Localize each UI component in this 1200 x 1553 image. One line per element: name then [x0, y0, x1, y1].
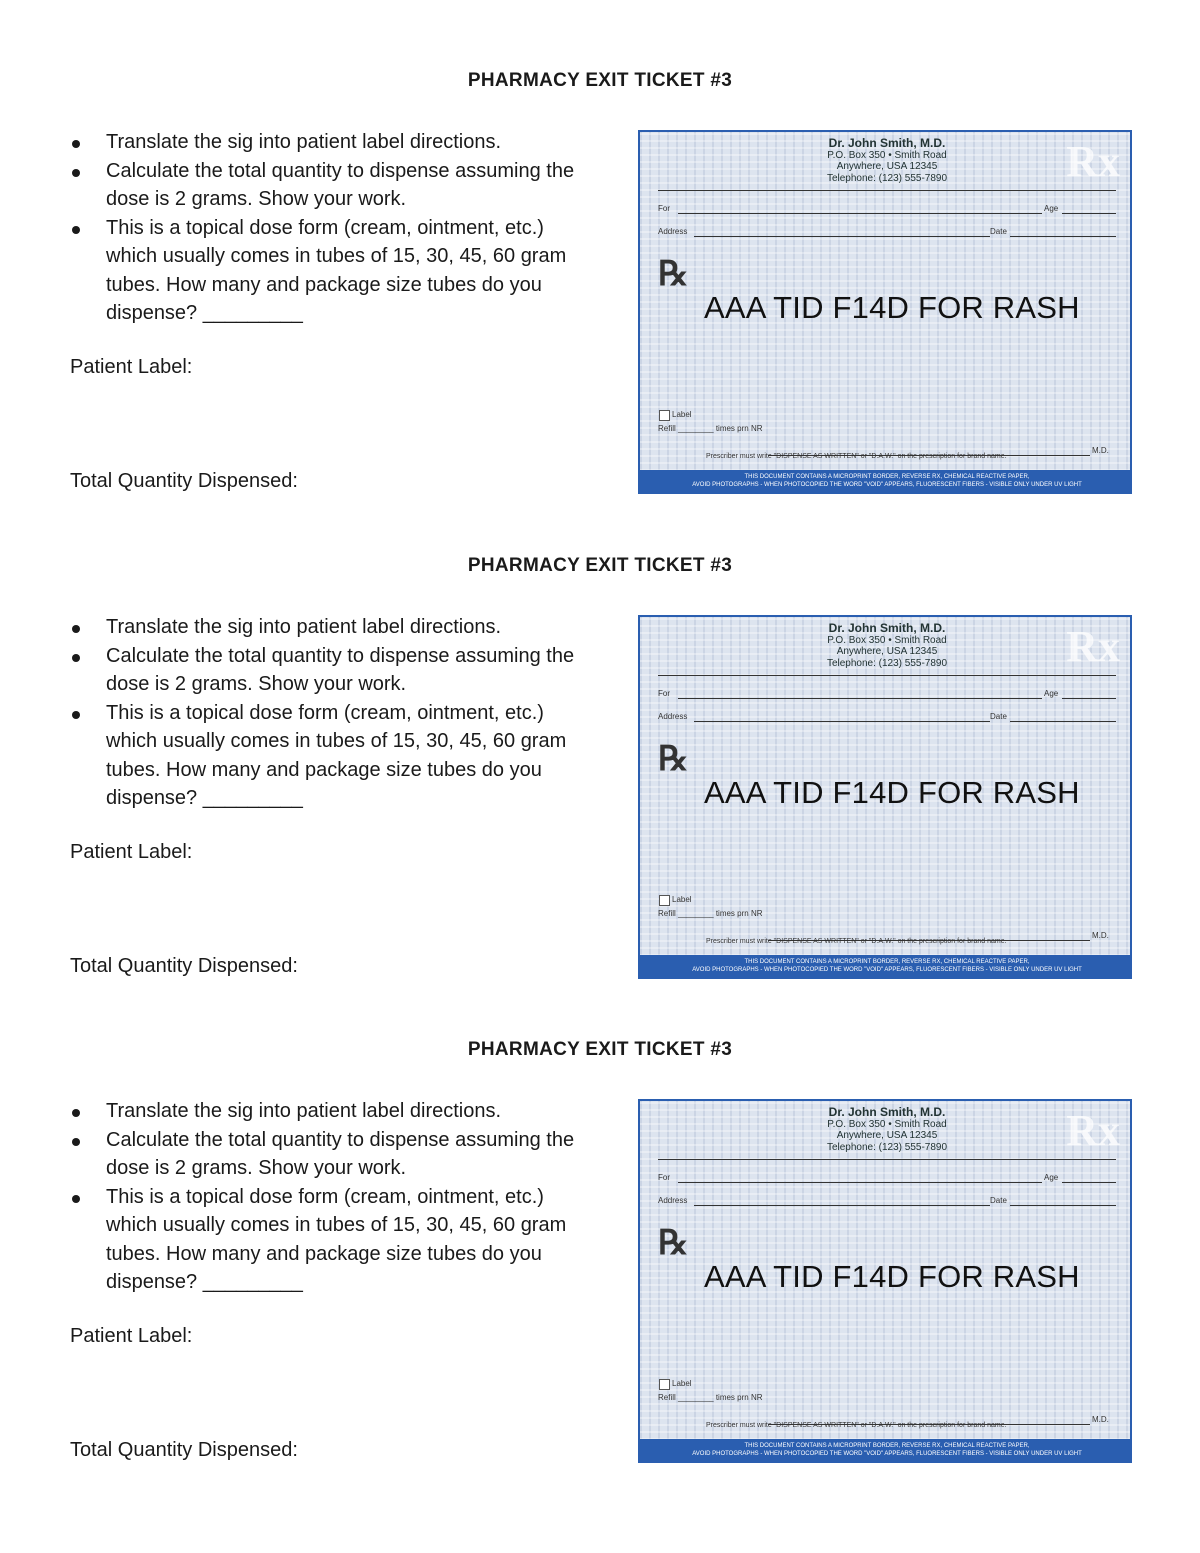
- security-text-1: THIS DOCUMENT CONTAINS A MICROPRINT BORDER, REVERSE RX, CHEMICAL REACTIVE PAPER,: [744, 474, 1030, 480]
- bullet-icon: [72, 140, 80, 148]
- exit-ticket: [0, 969, 1200, 1461]
- date-line: [1010, 721, 1116, 722]
- date-label: Date: [990, 227, 1007, 236]
- address-line: [694, 1205, 990, 1206]
- address-line-1: P.O. Box 350 • Smith Road: [827, 634, 947, 646]
- bullet-icon: [72, 1138, 80, 1146]
- label-checkbox-text: Label: [672, 1379, 692, 1388]
- label-checkbox-text: Label: [672, 895, 692, 904]
- prescription-sig: AAA TID F14D FOR RASH: [704, 775, 1080, 810]
- patient-label-heading: Patient Label:: [70, 1325, 193, 1347]
- prescription-pad: [638, 1099, 1132, 1463]
- address-line-2: Anywhere, USA 12345: [836, 161, 938, 172]
- rx-watermark: Rx: [1066, 1106, 1120, 1155]
- security-text-2: AVOID PHOTOGRAPHS - WHEN PHOTOCOPIED THE WORD "VOID" APPEARS, FLUORESCENT FIBERS - VISIBLE ONLY UNDER UV LIGHT: [692, 967, 1082, 973]
- age-label: Age: [1044, 1173, 1059, 1182]
- address-line-2: Anywhere, USA 12345: [836, 1130, 938, 1141]
- address-line: [694, 721, 990, 722]
- ticket-title: PHARMACY EXIT TICKET #3: [467, 1039, 733, 1060]
- security-text-2: AVOID PHOTOGRAPHS - WHEN PHOTOCOPIED THE WORD "VOID" APPEARS, FLUORESCENT FIBERS - VISIBLE ONLY UNDER UV LIGHT: [692, 482, 1082, 488]
- task-text: This is a topical dose form (cream, ointment, etc.) which usually comes in tubes of 15, 30, 45, 60 gram tubes. How many and package size tubes do you dispense? _________: [106, 216, 567, 324]
- age-label: Age: [1044, 689, 1059, 698]
- doctor-name: Dr. John Smith, M.D.: [828, 136, 946, 150]
- prescriber-header: [640, 138, 1132, 184]
- task-list: [70, 613, 590, 813]
- task-text: This is a topical dose form (cream, ointment, etc.) which usually comes in tubes of 15, 30, 45, 60 gram tubes. How many and package size tubes do you dispense? _________: [106, 701, 567, 809]
- task-text: Calculate the total quantity to dispense assuming the dose is 2 grams. Show your work.: [106, 644, 575, 695]
- task-text: Calculate the total quantity to dispense assuming the dose is 2 grams. Show your work.: [106, 159, 575, 210]
- prescription-pad: [638, 130, 1132, 494]
- header-divider: [658, 190, 1116, 191]
- address-line-1: P.O. Box 350 • Smith Road: [827, 1118, 947, 1130]
- for-label: For: [658, 204, 670, 213]
- doctor-phone: Telephone: (123) 555-7890: [826, 657, 948, 669]
- age-line: [1062, 698, 1116, 699]
- bullet-icon: [72, 1109, 80, 1117]
- prescription-sig: AAA TID F14D FOR RASH: [704, 1259, 1080, 1294]
- refill-row: Refill ________ times prn NR: [658, 909, 763, 918]
- patient-label-heading: Patient Label:: [70, 356, 193, 378]
- doctor-name: Dr. John Smith, M.D.: [828, 1105, 946, 1119]
- address-label: Address: [658, 712, 688, 721]
- rx-watermark: Rx: [1066, 137, 1120, 186]
- bullet-icon: [72, 625, 80, 633]
- bullet-icon: [72, 169, 80, 177]
- task-calculate-quantity: [70, 1126, 590, 1183]
- address-line: [694, 236, 990, 237]
- bullet-icon: [72, 1195, 80, 1203]
- label-checkbox: [659, 1379, 670, 1390]
- daw-disclaimer: Prescriber must write "DISPENSE AS WRITTEN" or "D.A.W." on the prescription for brand name.: [706, 453, 1007, 460]
- task-text: Calculate the total quantity to dispense assuming the dose is 2 grams. Show your work.: [106, 1128, 575, 1179]
- address-line-1: P.O. Box 350 • Smith Road: [827, 149, 947, 161]
- prescriber-header: [640, 623, 1132, 669]
- refill-row: Refill ________ times prn NR: [658, 1393, 763, 1402]
- for-line: [678, 1182, 1042, 1183]
- date-label: Date: [990, 1196, 1007, 1205]
- security-text-1: THIS DOCUMENT CONTAINS A MICROPRINT BORDER, REVERSE RX, CHEMICAL REACTIVE PAPER,: [744, 1443, 1030, 1449]
- prescription-pad: [638, 615, 1132, 979]
- task-package-size: [70, 699, 590, 813]
- address-label: Address: [658, 227, 688, 236]
- prescriber-header: [640, 1107, 1132, 1153]
- total-quantity-heading: Total Quantity Dispensed:: [70, 470, 298, 492]
- doctor-name: Dr. John Smith, M.D.: [828, 621, 946, 635]
- patient-label-heading: Patient Label:: [70, 841, 193, 863]
- header-divider: [658, 675, 1116, 676]
- header-divider: [658, 1159, 1116, 1160]
- md-label: M.D.: [1092, 931, 1109, 940]
- task-list: [70, 128, 590, 328]
- doctor-phone: Telephone: (123) 555-7890: [826, 172, 948, 184]
- rx-symbol-icon: ℞: [658, 741, 689, 778]
- task-list: [70, 1097, 590, 1297]
- total-quantity-heading: Total Quantity Dispensed:: [70, 1439, 298, 1461]
- security-band: [640, 1439, 1132, 1461]
- task-text: Translate the sig into patient label directions.: [106, 616, 502, 638]
- age-line: [1062, 213, 1116, 214]
- security-text-2: AVOID PHOTOGRAPHS - WHEN PHOTOCOPIED THE WORD "VOID" APPEARS, FLUORESCENT FIBERS - VISIBLE ONLY UNDER UV LIGHT: [692, 1451, 1082, 1457]
- task-calculate-quantity: [70, 157, 590, 214]
- date-line: [1010, 1205, 1116, 1206]
- for-label: For: [658, 689, 670, 698]
- ticket-title: PHARMACY EXIT TICKET #3: [467, 555, 733, 576]
- security-text-1: THIS DOCUMENT CONTAINS A MICROPRINT BORDER, REVERSE RX, CHEMICAL REACTIVE PAPER,: [744, 959, 1030, 965]
- exit-ticket: [0, 0, 1200, 492]
- ticket-title: PHARMACY EXIT TICKET #3: [467, 70, 733, 91]
- task-translate-sig: [70, 1097, 590, 1126]
- label-checkbox: [659, 895, 670, 906]
- refill-row: Refill ________ times prn NR: [658, 424, 763, 433]
- rx-symbol-icon: ℞: [658, 1225, 689, 1262]
- label-checkbox-text: Label: [672, 410, 692, 419]
- task-text: Translate the sig into patient label directions.: [106, 131, 502, 153]
- address-label: Address: [658, 1196, 688, 1205]
- prescription-sig: AAA TID F14D FOR RASH: [704, 290, 1080, 325]
- date-line: [1010, 236, 1116, 237]
- task-text: This is a topical dose form (cream, ointment, etc.) which usually comes in tubes of 15, 30, 45, 60 gram tubes. How many and package size tubes do you dispense? _________: [106, 1185, 567, 1293]
- age-line: [1062, 1182, 1116, 1183]
- address-line-2: Anywhere, USA 12345: [836, 646, 938, 657]
- rx-symbol-icon: ℞: [658, 256, 689, 293]
- date-label: Date: [990, 712, 1007, 721]
- bullet-icon: [72, 226, 80, 234]
- age-label: Age: [1044, 204, 1059, 213]
- md-label: M.D.: [1092, 446, 1109, 455]
- task-translate-sig: [70, 613, 590, 642]
- task-package-size: [70, 1183, 590, 1297]
- task-translate-sig: [70, 128, 590, 157]
- task-text: Translate the sig into patient label directions.: [106, 1100, 502, 1122]
- task-package-size: [70, 214, 590, 328]
- exit-ticket: [0, 485, 1200, 977]
- label-checkbox: [659, 410, 670, 421]
- for-line: [678, 698, 1042, 699]
- md-label: M.D.: [1092, 1415, 1109, 1424]
- total-quantity-heading: Total Quantity Dispensed:: [70, 955, 298, 977]
- for-label: For: [658, 1173, 670, 1182]
- bullet-icon: [72, 711, 80, 719]
- daw-disclaimer: Prescriber must write "DISPENSE AS WRITTEN" or "D.A.W." on the prescription for brand name.: [706, 1422, 1007, 1429]
- task-calculate-quantity: [70, 642, 590, 699]
- doctor-phone: Telephone: (123) 555-7890: [826, 1141, 948, 1153]
- for-line: [678, 213, 1042, 214]
- daw-disclaimer: Prescriber must write "DISPENSE AS WRITTEN" or "D.A.W." on the prescription for brand name.: [706, 938, 1007, 945]
- bullet-icon: [72, 654, 80, 662]
- rx-watermark: Rx: [1066, 622, 1120, 671]
